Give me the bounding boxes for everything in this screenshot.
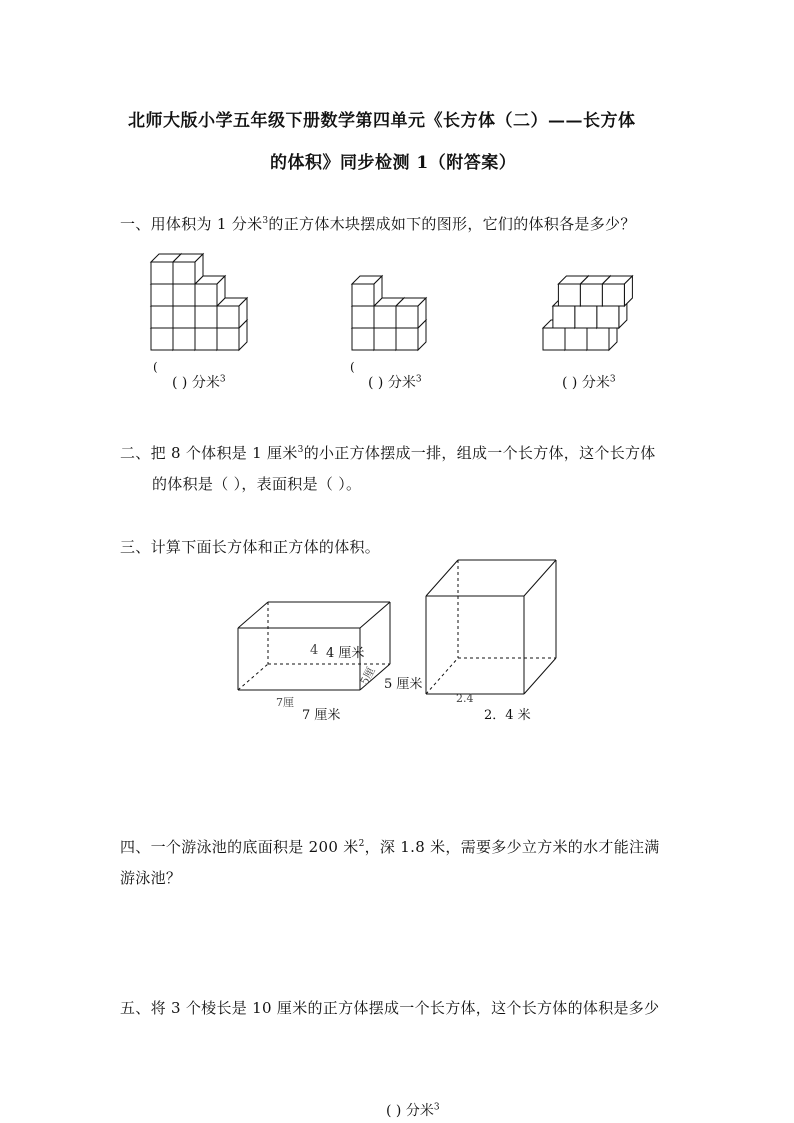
answer-blank-1[interactable]: ( ) 分米$^3$ bbox=[172, 374, 226, 391]
answer-blank-2[interactable]: ( ) 分米$^3$ bbox=[368, 374, 422, 391]
cube-face bbox=[543, 328, 565, 350]
title-line-2: 的体积》同步检测 1（附答案） bbox=[270, 153, 517, 173]
cube-face bbox=[217, 328, 239, 350]
cube-figure bbox=[426, 560, 556, 694]
cube-face bbox=[396, 306, 418, 328]
cube-face bbox=[374, 306, 396, 328]
edge bbox=[524, 560, 556, 596]
cube-face bbox=[173, 262, 195, 284]
cube-face bbox=[195, 284, 217, 306]
figure-1-stack bbox=[151, 254, 247, 350]
cuboid-height-label: 4 厘米 bbox=[326, 646, 365, 661]
cuboid-length-label: 7 厘米 bbox=[302, 708, 341, 723]
question-3-text: 三、计算下面长方体和正方体的体积。 bbox=[120, 538, 381, 556]
cuboid-depth-label: 5 厘米 bbox=[384, 677, 423, 692]
question-4-line-1: 四、一个游泳池的底面积是 200 米$^2$，深 1.8 米，需要多少立方米的水才能注满 bbox=[120, 838, 660, 856]
edge bbox=[360, 602, 390, 628]
cube-face bbox=[553, 306, 575, 328]
cube-face bbox=[352, 328, 374, 350]
stray-paren-1: ( bbox=[153, 360, 158, 374]
figure-2-stack bbox=[352, 276, 426, 350]
cube-face bbox=[580, 284, 602, 306]
cube-face bbox=[558, 284, 580, 306]
cube-face bbox=[565, 328, 587, 350]
cube-face bbox=[352, 284, 374, 306]
question-1-text: 一、用体积为 1 分米$^3$的正方体木块摆成如下的图形，它们的体积各是多少？ bbox=[120, 215, 636, 233]
cube-face bbox=[352, 306, 374, 328]
edge bbox=[426, 658, 458, 694]
question-2-line-2: 的体积是（ ），表面积是（ ）。 bbox=[152, 475, 362, 493]
cube-face bbox=[151, 306, 173, 328]
edge bbox=[524, 658, 556, 694]
stray-paren-2: ( bbox=[350, 360, 355, 374]
footer-answer-blank[interactable]: ( ) 分米$^3$ bbox=[386, 1102, 440, 1119]
cuboid-depth-ghost: 5厘 bbox=[357, 665, 378, 688]
answer-blank-3[interactable]: ( ) 分米$^3$ bbox=[562, 374, 616, 391]
cube-edge-ghost: 2.4 bbox=[456, 692, 474, 705]
cube-face bbox=[173, 328, 195, 350]
cube-face bbox=[151, 284, 173, 306]
question-2-line-1: 二、把 8 个体积是 1 厘米$^3$的小正方体摆成一排，组成一个长方体，这个长方体 bbox=[120, 444, 656, 462]
edge bbox=[426, 560, 458, 596]
title-line-1: 北师大版小学五年级下册数学第四单元《长方体（二）——长方体 bbox=[128, 111, 636, 131]
cube-edge-label: 2．4 米 bbox=[484, 708, 531, 723]
edge bbox=[238, 602, 268, 628]
cube-face bbox=[597, 306, 619, 328]
question-4-line-2: 游泳池？ bbox=[120, 869, 182, 887]
cube-face bbox=[173, 306, 195, 328]
figure-3-stack bbox=[543, 276, 632, 350]
cube-face bbox=[151, 262, 173, 284]
cube-face bbox=[217, 306, 239, 328]
cube-face bbox=[602, 284, 624, 306]
cube-face bbox=[195, 328, 217, 350]
cube-face bbox=[575, 306, 597, 328]
cube-face bbox=[396, 328, 418, 350]
cuboid-height-ghost: 4 bbox=[310, 643, 319, 658]
cube-face bbox=[151, 328, 173, 350]
cube-face bbox=[374, 328, 396, 350]
cube-face bbox=[195, 306, 217, 328]
edge bbox=[238, 664, 268, 690]
cube-face bbox=[173, 284, 195, 306]
question-5-text: 五、将 3 个棱长是 10 厘米的正方体摆成一个长方体，这个长方体的体积是多少 bbox=[120, 999, 660, 1017]
cube-face bbox=[587, 328, 609, 350]
cuboid-length-ghost: 7厘 bbox=[276, 696, 294, 709]
